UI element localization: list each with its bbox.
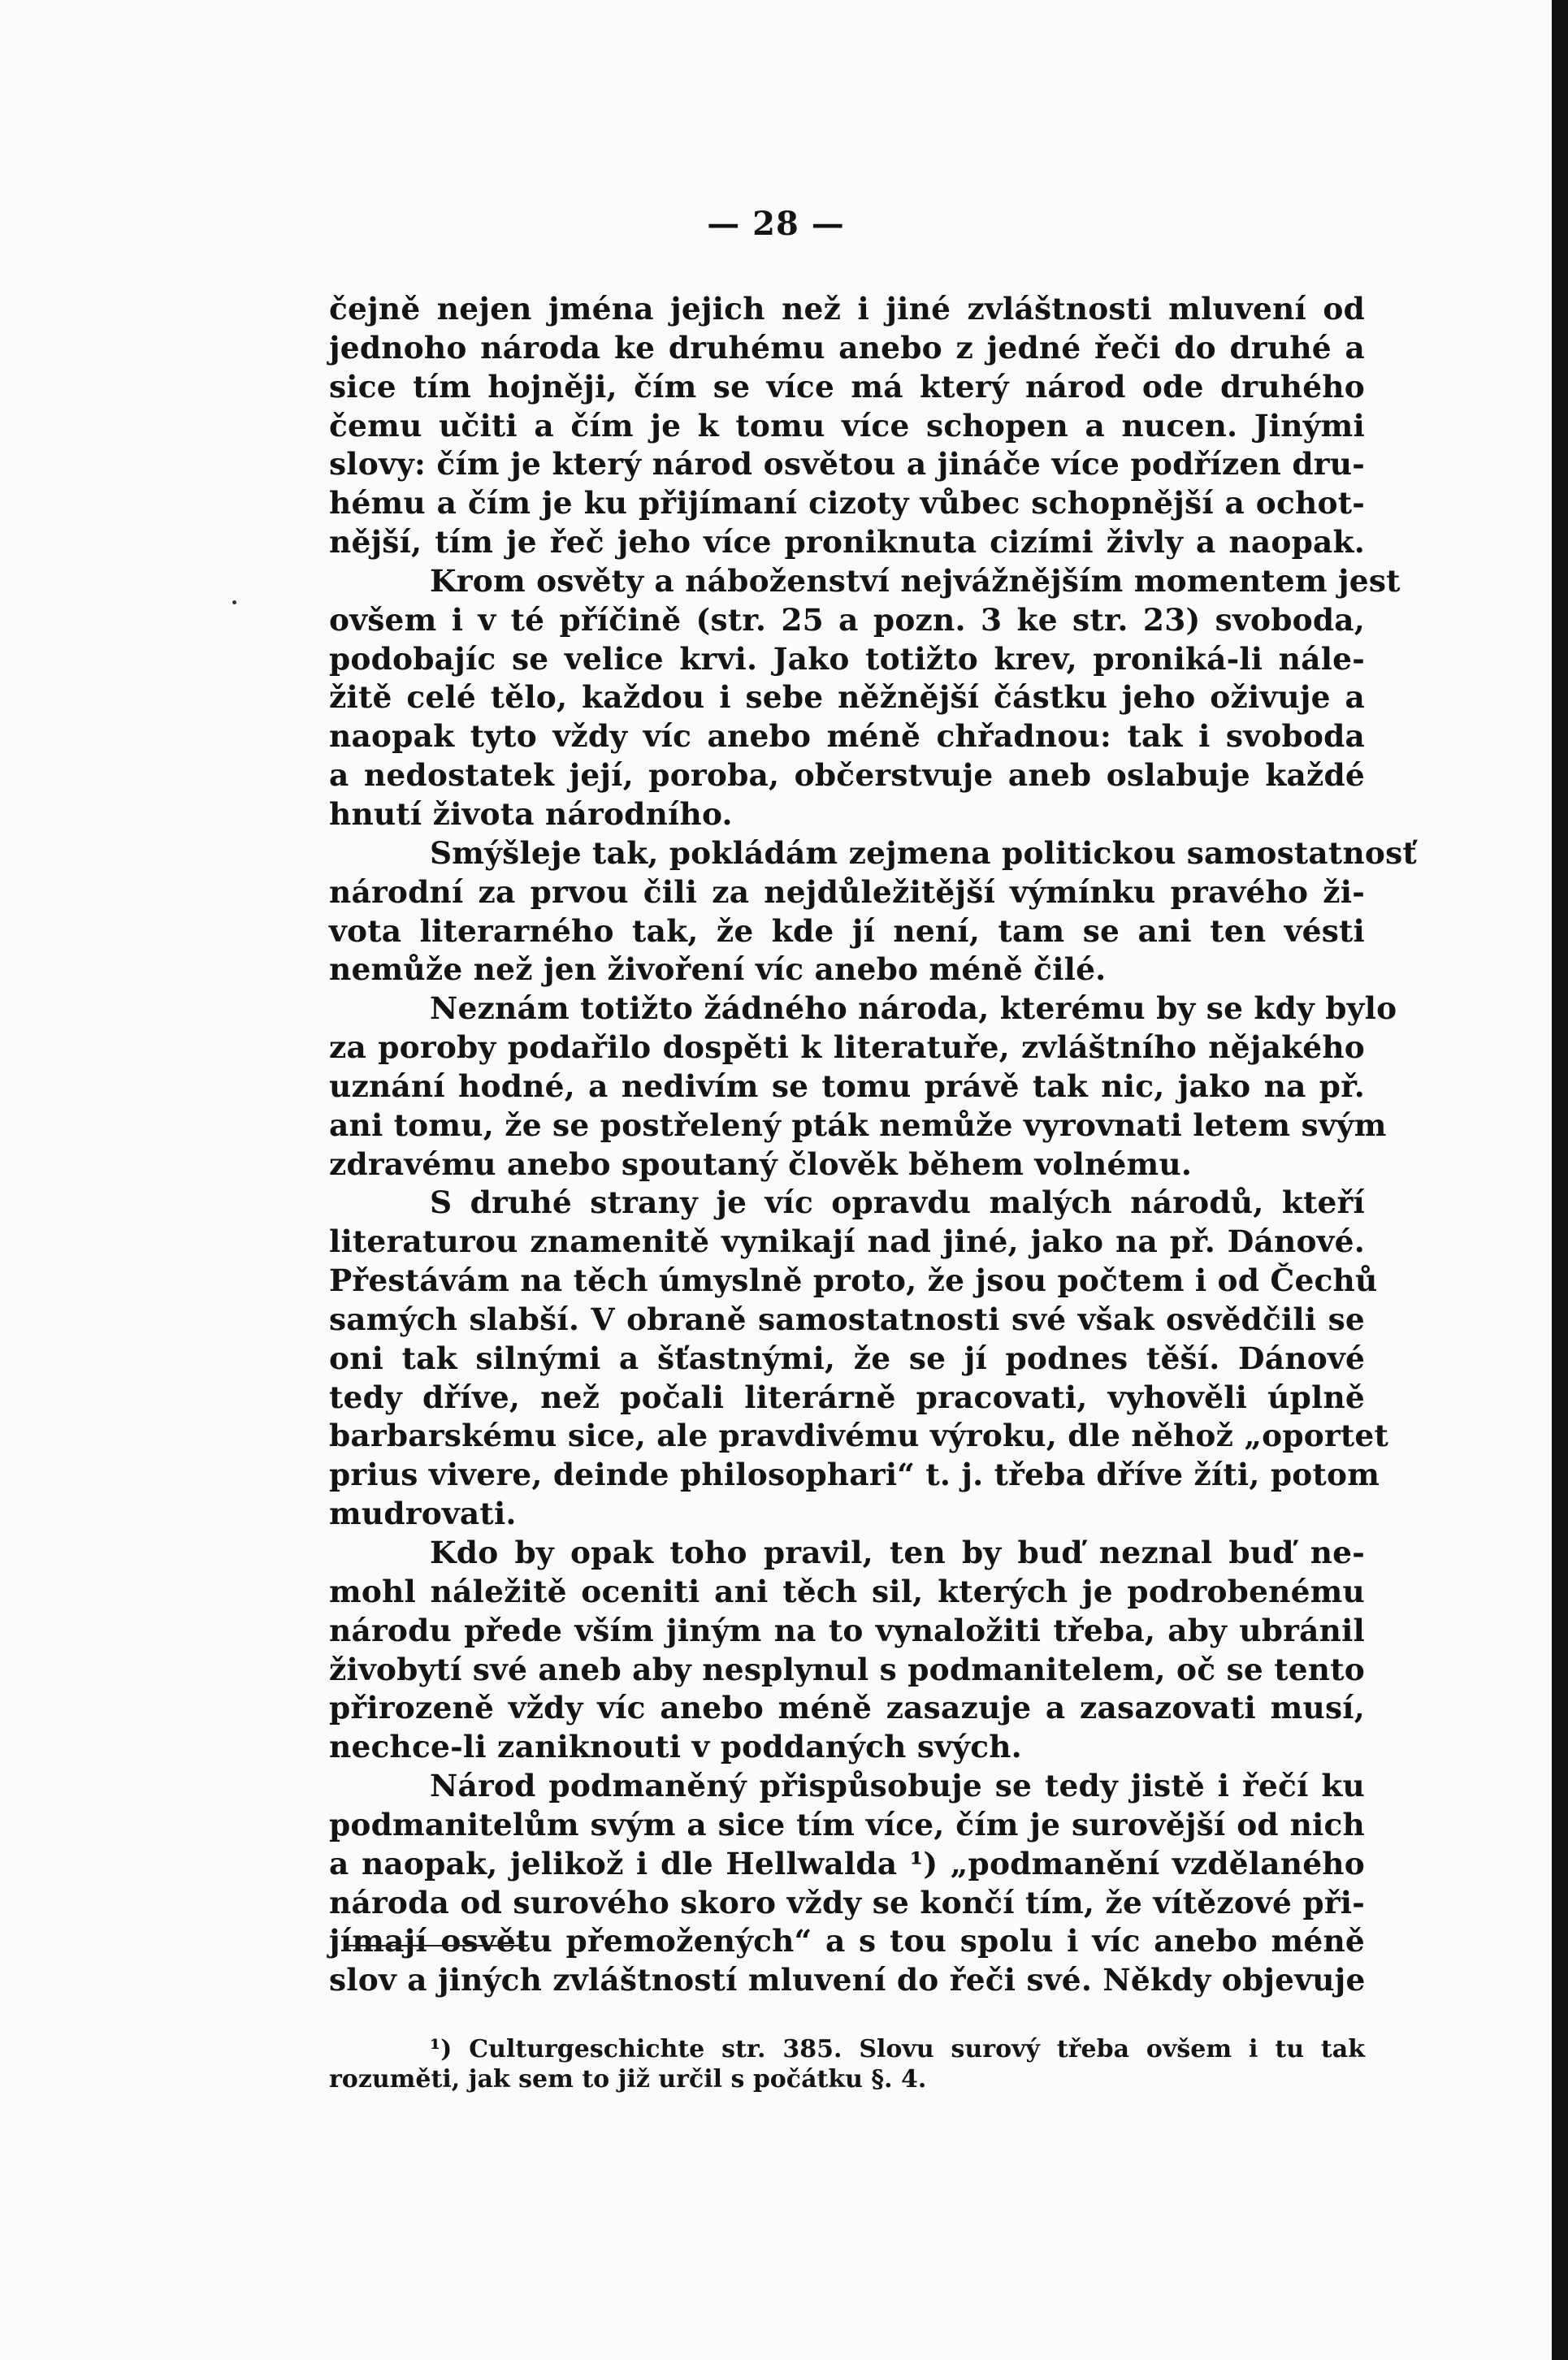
text-line: podobajíc se velice krvi. Jako totižto krev, proniká-li nále- [329, 640, 1365, 677]
text-line: oni tak silnými a šťastnými, že se jí podnes těší. Dánové [329, 1340, 1365, 1376]
text-line: slov a jiných zvláštností mluvení do řeči své. Někdy objevuje [329, 1962, 1366, 1998]
text-line: S druhé strany je víc opravdu malých národů, kteří [430, 1184, 1365, 1221]
footnote-divider [345, 1945, 528, 1946]
text-line: a naopak, jelikož i dle Hellwalda ¹) „podmanění vzdělaného [329, 1845, 1365, 1882]
text-line: nemůže než jen živoření víc anebo méně čilé. [329, 951, 1107, 988]
text-line: Národ podmaněný přispůsobuje se tedy jistě i řečí ku [430, 1768, 1365, 1804]
paper-speck [232, 600, 236, 604]
text-line: mudrovati. [329, 1496, 517, 1532]
text-line: Smýšleje tak, pokládám zejmena politickou samostatnosť [430, 834, 1417, 871]
text-line: živobytí své aneb aby nesplynul s podmanitelem, oč se tento [329, 1651, 1365, 1687]
footnote-line: rozuměti, jak sem to již určil s počátku §. 4. [329, 2065, 927, 2094]
footnotes [329, 2034, 1365, 2094]
text-line: uznání hodné, a nedivím se tomu právě tak nic, jako na př. [329, 1067, 1365, 1104]
text-line: sice tím hojněji, čím se více má který národ ode druhého [329, 368, 1365, 405]
text-line: tedy dříve, než počali literárně pracovati, vyhověli úplně [329, 1379, 1365, 1415]
text-line: nechce-li zaniknouti v poddaných svých. [329, 1729, 1022, 1765]
text-line: prius vivere, deinde philosophari“ t. j. třeba dříve žíti, potom [329, 1457, 1380, 1493]
text-line: a nedostatek její, poroba, občerstvuje aneb oslabuje každé [329, 757, 1365, 794]
text-line: slovy: čím je který národ osvětou a jináče více podřízen dru- [329, 446, 1365, 483]
text-line: samých slabší. V obraně samostatnosti své však osvědčili se [329, 1301, 1365, 1337]
text-line: nější, tím je řeč jeho více proniknuta cizími živly a naopak. [329, 524, 1365, 561]
text-line: ovšem i v té příčině (str. 25 a pozn. 3 ke str. 23) svoboda, [329, 601, 1365, 638]
text-line: hému a čím je ku přijímaní cizoty vůbec schopnější a ochot- [329, 485, 1365, 522]
text-line: národa od surového skoro vždy se končí tím, že vítězové při- [329, 1884, 1365, 1920]
text-line: Přestávám na těch úmyslně proto, že jsou počtem i od Čechů [329, 1262, 1378, 1299]
page-number: — 28 — [707, 205, 845, 243]
footnote-line: ¹) Culturgeschichte str. 385. Slovu surový třeba ovšem i tu tak [430, 2035, 1365, 2063]
text-line: Krom osvěty a náboženství nejvážnějším momentem jest [430, 562, 1401, 599]
text-line: jímají osvětu přemožených“ a s tou spolu i víc anebo méně [329, 1923, 1365, 1959]
text-line: podmanitelům svým a sice tím více, čím je surovější od nich [329, 1806, 1365, 1843]
text-line: přirozeně vždy víc anebo méně zasazuje a zasazovati musí, [329, 1690, 1365, 1726]
text-line: žitě celé tělo, každou i sebe něžnější částku jeho oživuje a [329, 679, 1365, 716]
text-line: literaturou znamenitě vynikají nad jiné, jako na př. Dánové. [329, 1223, 1365, 1260]
text-line: ani tomu, že se postřelený pták nemůže vyrovnati letem svým [329, 1106, 1387, 1143]
text-line: vota literarného tak, že kde jí není, tam se ani ten vésti [329, 912, 1365, 949]
text-line: hnutí života národního. [329, 795, 733, 832]
text-line: jednoho národa ke druhému anebo z jedné řeči do druhé a [329, 329, 1365, 366]
text-line: naopak tyto vždy víc anebo méně chřadnou: tak i svoboda [329, 718, 1365, 755]
text-line: barbarskému sice, ale pravdivému výroku, dle něhož „oportet [329, 1418, 1389, 1454]
text-line: čemu učiti a čím je k tomu více schopen a nucen. Jinými [329, 407, 1365, 444]
text-line: čejně nejen jména jejich než i jiné zvláštnosti mluvení od [329, 291, 1365, 327]
main-text [329, 290, 1417, 2000]
page-edge [1552, 0, 1568, 2360]
text-line: národní za prvou čili za nejdůležitější výmínku pravého ži- [329, 873, 1365, 910]
text-line: Neznám totižto žádného národa, kterému by se kdy bylo [430, 990, 1397, 1027]
text-line: zdravému anebo spoutaný člověk během volnému. [329, 1145, 1193, 1182]
text-line: za poroby podařilo dospěti k literatuře, zvláštního nějakého [329, 1029, 1365, 1066]
text-line: národu přede vším jiným na to vynaložiti třeba, aby ubránil [329, 1612, 1365, 1648]
text-line: Kdo by opak toho pravil, ten by buď neznal buď ne- [430, 1535, 1365, 1570]
text-line: mohl náležitě oceniti ani těch sil, kterých je podrobenému [329, 1573, 1365, 1609]
